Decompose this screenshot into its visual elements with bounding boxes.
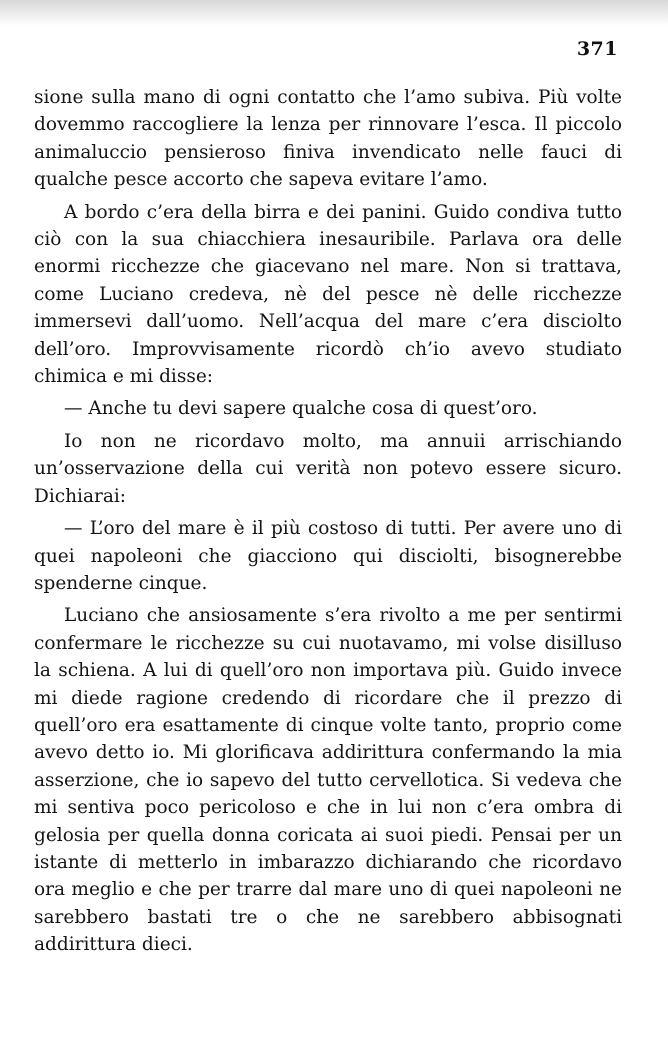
paragraph: sione sulla mano di ogni contatto che l’amo subiva. Più volte dovemmo raccogliere la lenza per rinnovare l’esca. Il piccolo animaluccio pensieroso finiva invendicato nelle fauci di qualche pesce accorto che sapeva evitare l’amo.: [34, 87, 622, 191]
page-number: 371: [576, 38, 618, 60]
paragraph: Luciano che ansiosamente s’era rivolto a me per sentirmi confermare le ricchezze su cui nuotavamo, mi volse disilluso la schiena. A lui di quell’oro non importava più. Guido invece mi diede ragione credendo di ricordare che il prezzo di quell’oro era esattamente di cinque volte tanto, proprio come avevo detto io. Mi glorificava addirittura confermando la mia asserzione, che io sapevo del tutto cervellotica. Si vedeva che mi sentiva poco pericoloso e che in lui non c’era ombra di gelosia per quella donna coricata ai suoi piedi. Pensai per un istante di metterlo in imbarazzo dichiarando che ricordavo ora meglio e che per trarre dal mare uno di quei napoleoni ne sarebbero bastati tre o che ne sarebbero abbisognati addirittura dieci.: [34, 605, 622, 956]
body-text: [34, 84, 622, 964]
paragraph: Io non ne ricordavo molto, ma annuii arrischiando un’osservazione della cui verità non potevo essere sicuro. Dichiarai:: [34, 430, 622, 507]
paragraph: — Anche tu devi sapere qualche cosa di quest’oro.: [64, 398, 538, 420]
paragraph: — L’oro del mare è il più costoso di tutti. Per avere uno di quei napoleoni che giacciono qui disciolti, bisognerebbe spenderne cinque.: [34, 518, 622, 594]
paragraph: A bordo c’era della birra e dei panini. Guido condiva tutto ciò con la sua chiacchiera inesauribile. Parlava ora delle enormi ricchezze che giacevano nel mare. Non si trattava, come Luciano credeva, nè del pesce nè delle ricchezze immersevi dall’uomo. Nell’acqua del mare c’era disciolto dell’oro. Improvvisamente ricordò ch’io avevo studiato chimica e mi disse:: [34, 201, 622, 388]
